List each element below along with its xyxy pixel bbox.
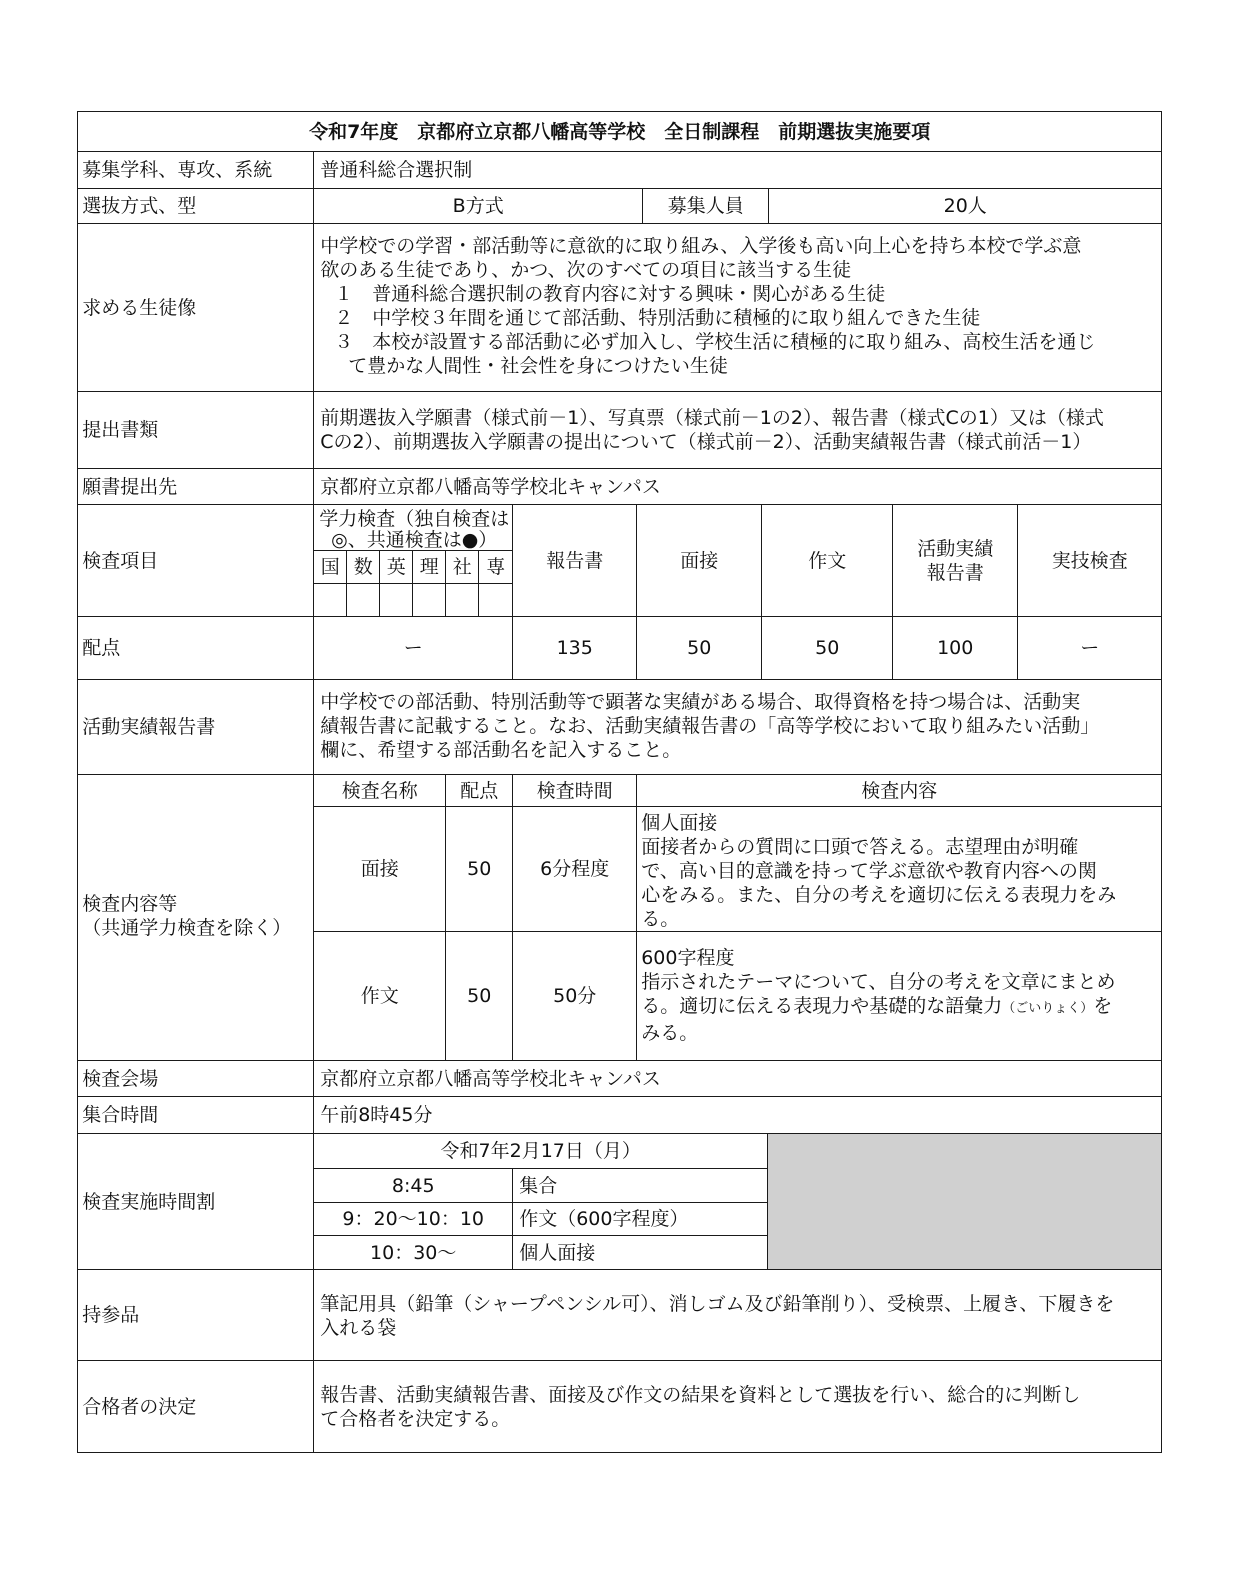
schedule-time: 9：20～10：10: [313, 1202, 513, 1236]
ideal-student-body: [313, 223, 1162, 392]
exam-items-label: 検査項目: [77, 504, 314, 617]
bring-label: 持参品: [77, 1269, 314, 1361]
subject-mark-japanese: [313, 583, 347, 617]
activity-report-line: 欄に、希望する部活動名を記入すること。: [320, 739, 682, 762]
essay-content-line: みる。: [641, 1022, 699, 1045]
interview-content-line: で、高い目的意識を持って学ぶ意欲や教育内容への関: [641, 860, 1097, 883]
schedule-event: 作文（600字程度）: [512, 1202, 768, 1236]
decision-label: 合格者の決定: [77, 1360, 314, 1453]
points-label: 配点: [77, 616, 314, 680]
capacity-label: 募集人員: [642, 188, 769, 224]
exam-header-content: 検査内容: [636, 774, 1162, 807]
ideal-item-1: １ 普通科総合選択制の教育内容に対する興味・関心がある生徒: [334, 283, 886, 306]
activity-report-label: 活動実績報告書: [77, 679, 314, 775]
schedule-event: 個人面接: [512, 1235, 768, 1270]
schedule-date: 令和7年2月17日（月）: [313, 1133, 768, 1169]
gather-value: 午前8時45分: [313, 1096, 1162, 1134]
gather-label: 集合時間: [77, 1096, 314, 1134]
essay-line3-prefix: る。適切に伝える表現力や基礎的な語彙力: [641, 995, 1003, 1018]
decision-body: [313, 1360, 1162, 1453]
ideal-line: 欲のある生徒であり、かつ、次のすべての項目に該当する生徒: [320, 259, 852, 282]
items-essay: 作文: [761, 504, 893, 617]
ideal-student-label: 求める生徒像: [77, 223, 314, 392]
submit-to-label: 願書提出先: [77, 468, 314, 505]
exam-essay-time: 50分: [512, 931, 637, 1061]
documents-body: [313, 391, 1162, 469]
essay-content-line: [641, 994, 1159, 1021]
exam-content-label: [77, 774, 314, 1061]
points-interview: 50: [636, 616, 762, 680]
exam-header-name: 検査名称: [313, 774, 446, 807]
bring-body: [313, 1269, 1162, 1361]
ideal-item-3-cont: て豊かな人間性・社会性を身につけたい生徒: [348, 355, 728, 378]
documents-line: Cの2）、前期選抜入学願書の提出について（様式前－2）、活動実績報告書（様式前活－1）: [320, 431, 1092, 454]
venue-label: 検査会場: [77, 1060, 314, 1097]
subject-mark-science: [412, 583, 446, 617]
exam-essay-content: [636, 931, 1162, 1061]
schedule-time: 8:45: [313, 1168, 513, 1203]
subject-math: 数: [346, 550, 380, 584]
subject-japanese: 国: [313, 550, 347, 584]
exam-essay-points: 50: [445, 931, 513, 1061]
submit-to-value: 京都府立京都八幡高等学校北キャンパス: [313, 468, 1162, 505]
items-activity-report: [892, 504, 1018, 617]
academic-header-line1: 学力検査（独自検査は: [319, 508, 510, 531]
subject-mark-english: [379, 583, 413, 617]
schedule-time: 10：30～: [313, 1235, 513, 1270]
academic-header: [313, 504, 513, 551]
points-practical: ー: [1017, 616, 1162, 680]
points-activity: 100: [892, 616, 1018, 680]
interview-content-line: 面接者からの質問に口頭で答える。志望理由が明確: [641, 836, 1079, 859]
subject-mark-special: [478, 583, 513, 617]
subject-mark-math: [346, 583, 380, 617]
document-title: 令和7年度 京都府立京都八幡高等学校 全日制課程 前期選抜実施要項: [77, 111, 1162, 152]
ideal-item-2: ２ 中学校３年間を通じて部活動、特別活動に積極的に取り組んできた生徒: [334, 307, 981, 330]
selection-method: B方式: [313, 188, 643, 224]
schedule-label: 検査実施時間割: [77, 1133, 314, 1270]
exam-content-label-line1: 検査内容等: [82, 893, 178, 916]
exam-interview-content: [636, 806, 1162, 932]
recruit-value: 普通科総合選択制: [313, 151, 1162, 189]
points-essay: 50: [761, 616, 893, 680]
points-academic: ー: [313, 616, 513, 680]
items-interview: 面接: [636, 504, 762, 617]
documents-label: 提出書類: [77, 391, 314, 469]
ideal-item-3: ３ 本校が設置する部活動に必ず加入し、学校生活に積極的に取り組み、高校生活を通じ: [334, 331, 1096, 354]
academic-header-line2: ◎、共通検査は●）: [331, 529, 498, 552]
subject-special: 専: [478, 550, 513, 584]
venue-value: 京都府立京都八幡高等学校北キャンパス: [313, 1060, 1162, 1097]
exam-interview-time: 6分程度: [512, 806, 637, 932]
interview-content-line: 個人面接: [641, 812, 718, 835]
bring-line: 筆記用具（鉛筆（シャープペンシル可）、消しゴム及び鉛筆削り）、受検票、上履き、下履きを: [320, 1293, 1115, 1316]
subject-science: 理: [412, 550, 446, 584]
essay-line3-suffix: を: [1093, 995, 1113, 1018]
schedule-blank-area: [767, 1133, 1162, 1270]
exam-interview-points: 50: [445, 806, 513, 932]
items-report: 報告書: [512, 504, 637, 617]
documents-line: 前期選抜入学願書（様式前－1）、写真票（様式前－1の2）、報告書（様式Cの1）又は（様式: [320, 407, 1104, 430]
exam-interview-name: 面接: [313, 806, 446, 932]
subject-english: 英: [379, 550, 413, 584]
items-activity-line2: 報告書: [926, 562, 984, 585]
subject-social: 社: [445, 550, 479, 584]
subject-mark-social: [445, 583, 479, 617]
admission-guidelines-table: [78, 112, 1163, 1454]
essay-content-line: 指示されたテーマについて、自分の考えを文章にまとめ: [641, 971, 1116, 994]
selection-label: 選抜方式、型: [77, 188, 314, 224]
schedule-event: 集合: [512, 1168, 768, 1203]
essay-reading-annotation: （ごいりょく）: [1002, 1001, 1094, 1017]
activity-report-line: 中学校での部活動、特別活動等で顕著な実績がある場合、取得資格を持つ場合は、活動実: [320, 691, 1081, 714]
capacity-value: 20人: [768, 188, 1162, 224]
interview-content-line: 心をみる。また、自分の考えを適切に伝える表現力をみ: [641, 884, 1117, 907]
decision-line: て合格者を決定する。: [320, 1408, 511, 1431]
ideal-line: 中学校での学習・部活動等に意欲的に取り組み、入学後も高い向上心を持ち本校で学ぶ意: [320, 235, 1082, 258]
bring-line: 入れる袋: [320, 1317, 397, 1340]
items-activity-line1: 活動実績: [917, 538, 994, 561]
interview-content-line: る。: [641, 908, 680, 931]
exam-header-points: 配点: [445, 774, 513, 807]
essay-content-line: 600字程度: [641, 947, 735, 970]
activity-report-line: 績報告書に記載すること。なお、活動実績報告書の「高等学校において取り組みたい活動」: [320, 715, 1100, 738]
points-report: 135: [512, 616, 637, 680]
recruit-label: 募集学科、専攻、系統: [77, 151, 314, 189]
items-practical: 実技検査: [1017, 504, 1162, 617]
exam-header-time: 検査時間: [512, 774, 637, 807]
exam-essay-name: 作文: [313, 931, 446, 1061]
exam-content-label-line2: （共通学力検査を除く）: [82, 917, 292, 940]
activity-report-body: [313, 679, 1162, 775]
decision-line: 報告書、活動実績報告書、面接及び作文の結果を資料として選抜を行い、総合的に判断し: [320, 1384, 1081, 1407]
